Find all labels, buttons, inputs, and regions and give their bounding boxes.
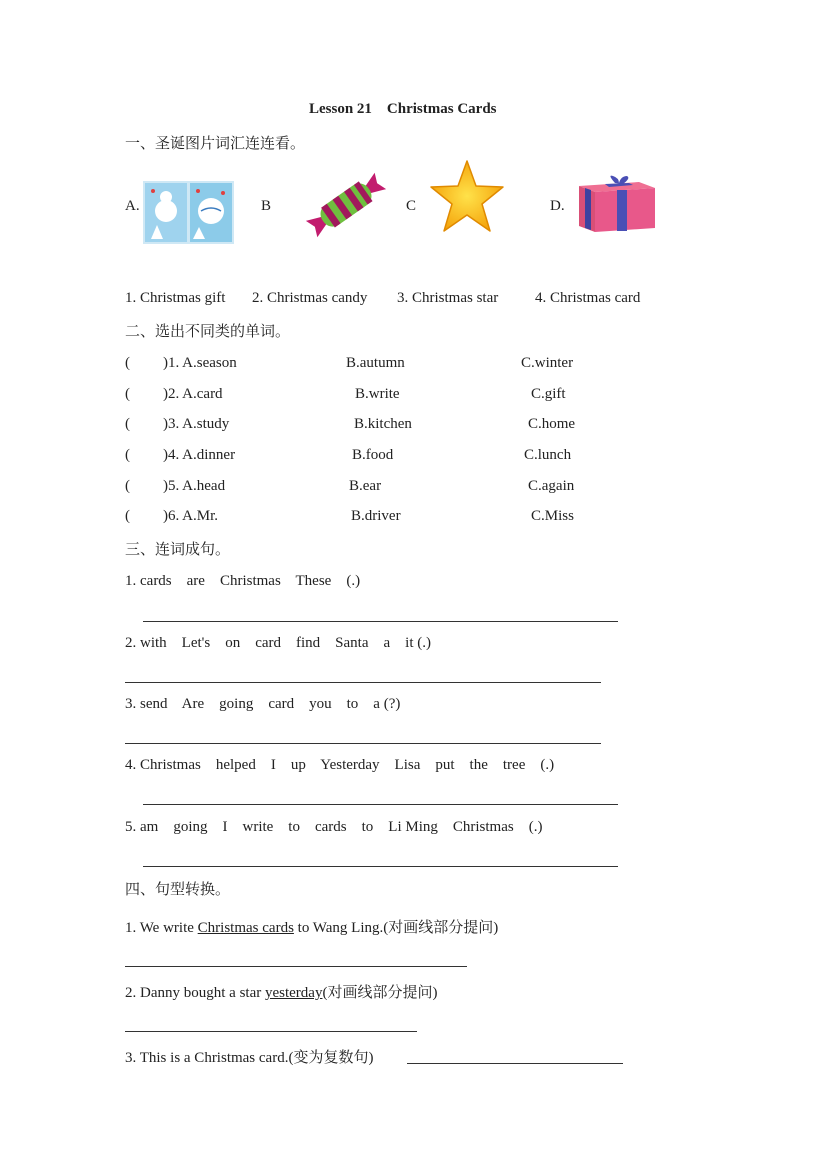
q2-underlined: yesterday [264,985,323,1001]
question-option-a: )1. A.season [163,355,237,371]
option-christmas-star: 3. Christmas star [397,290,499,306]
question-option-c: C.lunch [524,447,572,463]
q2-prefix: 2. Danny bought a star [125,985,265,1001]
question-option-b: B.ear [349,478,382,494]
scrambled-sentence: 4. Christmas helped I up Yesterday Lisa put the tree (.) [125,757,555,773]
scrambled-sentence: 5. am going I write to cards to Li Ming Christmas (.) [125,819,543,835]
answer-paren[interactable]: ( [125,447,130,463]
answer-line[interactable] [125,682,601,683]
scrambled-sentence: 1. cards are Christmas These (.) [125,573,361,589]
letter-d: D. [550,198,565,214]
answer-paren[interactable]: ( [125,478,130,494]
letter-a: A. [125,198,140,214]
question-option-c: C.again [528,478,575,494]
scrambled-sentence: 2. with Let's on card find Santa a it (.) [125,635,431,651]
question-option-a: )3. A.study [163,416,230,432]
christmas-card-image [143,181,234,244]
option-christmas-gift: 1. Christmas gift [125,290,226,306]
answer-paren[interactable]: ( [125,416,130,432]
question-option-c: C.Miss [531,508,574,524]
christmas-candy-image [300,169,392,241]
answer-line[interactable] [407,1063,623,1064]
question-option-a: )2. A.card [163,386,223,402]
question-option-b: B.driver [351,508,401,524]
transform-question-3: 3. This is a Christmas card.(变为复数句) [125,1050,374,1066]
question-option-c: C.winter [521,355,574,371]
answer-line[interactable] [143,804,618,805]
question-option-b: B.write [355,386,400,402]
question-option-a: )4. A.dinner [163,447,236,463]
q1-suffix: to Wang Ling.(对画线部分提问) [293,920,499,936]
answer-line[interactable] [125,966,467,967]
q1-prefix: 1. We write [125,920,198,936]
answer-line[interactable] [143,866,618,867]
christmas-gift-image [577,174,657,234]
transform-question-2 [125,981,437,1002]
question-option-b: B.kitchen [354,416,412,432]
answer-line[interactable] [125,743,601,744]
letter-b: B [261,198,272,214]
page-title: Lesson 21 Christmas Cards [309,101,497,117]
transform-question-1 [125,916,498,937]
q1-underlined: Christmas cards [197,920,294,936]
answer-paren[interactable]: ( [125,355,130,371]
question-option-b: B.autumn [346,355,405,371]
question-option-c: C.home [528,416,576,432]
option-christmas-candy: 2. Christmas candy [252,290,368,306]
section4-heading: 四、句型转换。 [125,882,231,898]
question-option-b: B.food [352,447,394,463]
question-option-a: )6. A.Mr. [163,508,219,524]
section2-heading: 二、选出不同类的单词。 [125,324,291,340]
answer-line[interactable] [125,1031,417,1032]
answer-paren[interactable]: ( [125,508,130,524]
option-christmas-card: 4. Christmas card [535,290,641,306]
answer-line[interactable] [143,621,618,622]
letter-c: C [406,198,417,214]
scrambled-sentence: 3. send Are going card you to a (?) [125,696,401,712]
section3-heading: 三、连词成句。 [125,542,231,558]
section1-heading: 一、圣诞图片词汇连连看。 [125,136,306,152]
christmas-star-image [428,159,506,233]
q2-suffix: (对画线部分提问) [322,985,438,1001]
question-option-a: )5. A.head [163,478,226,494]
question-option-c: C.gift [531,386,566,402]
answer-paren[interactable]: ( [125,386,130,402]
